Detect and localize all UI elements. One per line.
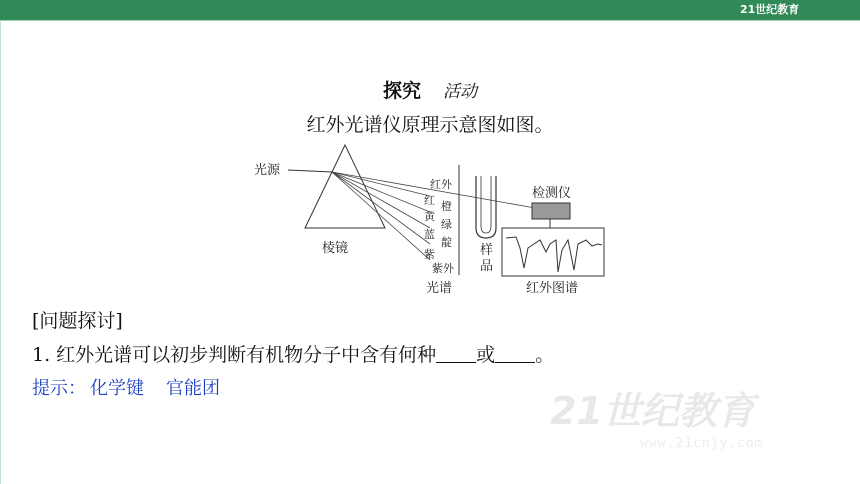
watermark-logo: 21世纪教育 bbox=[550, 389, 755, 433]
header-bar bbox=[0, 0, 860, 20]
label-detector: 检测仪 bbox=[532, 186, 572, 201]
label-ir-chart: 红外图谱 bbox=[526, 281, 579, 296]
label-orange: 橙 bbox=[441, 200, 452, 213]
label-red: 红 bbox=[424, 194, 435, 207]
label-violet: 紫 bbox=[424, 248, 435, 261]
label-light-source: 光源 bbox=[254, 163, 281, 178]
title-explore: 探究 bbox=[382, 80, 421, 102]
question-end: 。 bbox=[535, 344, 555, 366]
label-ultraviolet: 紫外 bbox=[432, 262, 454, 275]
hint-line bbox=[32, 374, 220, 400]
diagram-caption: 红外光谱仪原理示意图如图。 bbox=[306, 114, 554, 136]
header-divider bbox=[0, 20, 860, 21]
hint-label: 提示： bbox=[32, 378, 86, 399]
label-green: 绿 bbox=[441, 218, 452, 231]
hint-answer-1: 化学键 bbox=[90, 378, 144, 399]
watermark-url: www.21cnjy.com bbox=[640, 436, 764, 451]
prism-shape bbox=[305, 145, 385, 228]
label-prism: 棱镜 bbox=[322, 241, 349, 256]
question-or: 或 bbox=[476, 344, 496, 366]
detector-box bbox=[532, 203, 570, 219]
sample-tube-inner bbox=[481, 176, 491, 233]
label-indigo: 靛 bbox=[441, 236, 452, 249]
answer-blank-1[interactable] bbox=[436, 344, 476, 363]
section-label: [问题探讨] bbox=[32, 310, 123, 332]
activity-title bbox=[0, 76, 860, 103]
title-activity: 活动 bbox=[443, 82, 477, 102]
ray-5 bbox=[332, 172, 430, 244]
sample-tube bbox=[476, 176, 496, 238]
incoming-light-beam bbox=[288, 170, 332, 172]
question-text: 1. 红外光谱可以初步判断有机物分子中含有何种 bbox=[32, 344, 437, 366]
label-blue: 蓝 bbox=[424, 228, 435, 241]
label-infrared: 红外 bbox=[430, 178, 452, 191]
brand-logo: 21世纪教育 bbox=[740, 3, 800, 16]
hint-answer-2: 官能团 bbox=[166, 378, 220, 399]
ir-chart-frame bbox=[502, 228, 604, 276]
label-sample-1: 样 bbox=[480, 243, 494, 258]
label-sample-2: 品 bbox=[480, 259, 494, 274]
answer-blank-2[interactable] bbox=[495, 344, 535, 363]
ir-spectrometer-diagram bbox=[240, 140, 620, 300]
question-1 bbox=[32, 340, 554, 367]
label-spectrum: 光谱 bbox=[426, 281, 453, 296]
label-yellow: 黄 bbox=[424, 210, 435, 223]
ir-spectrum-curve bbox=[506, 237, 602, 272]
